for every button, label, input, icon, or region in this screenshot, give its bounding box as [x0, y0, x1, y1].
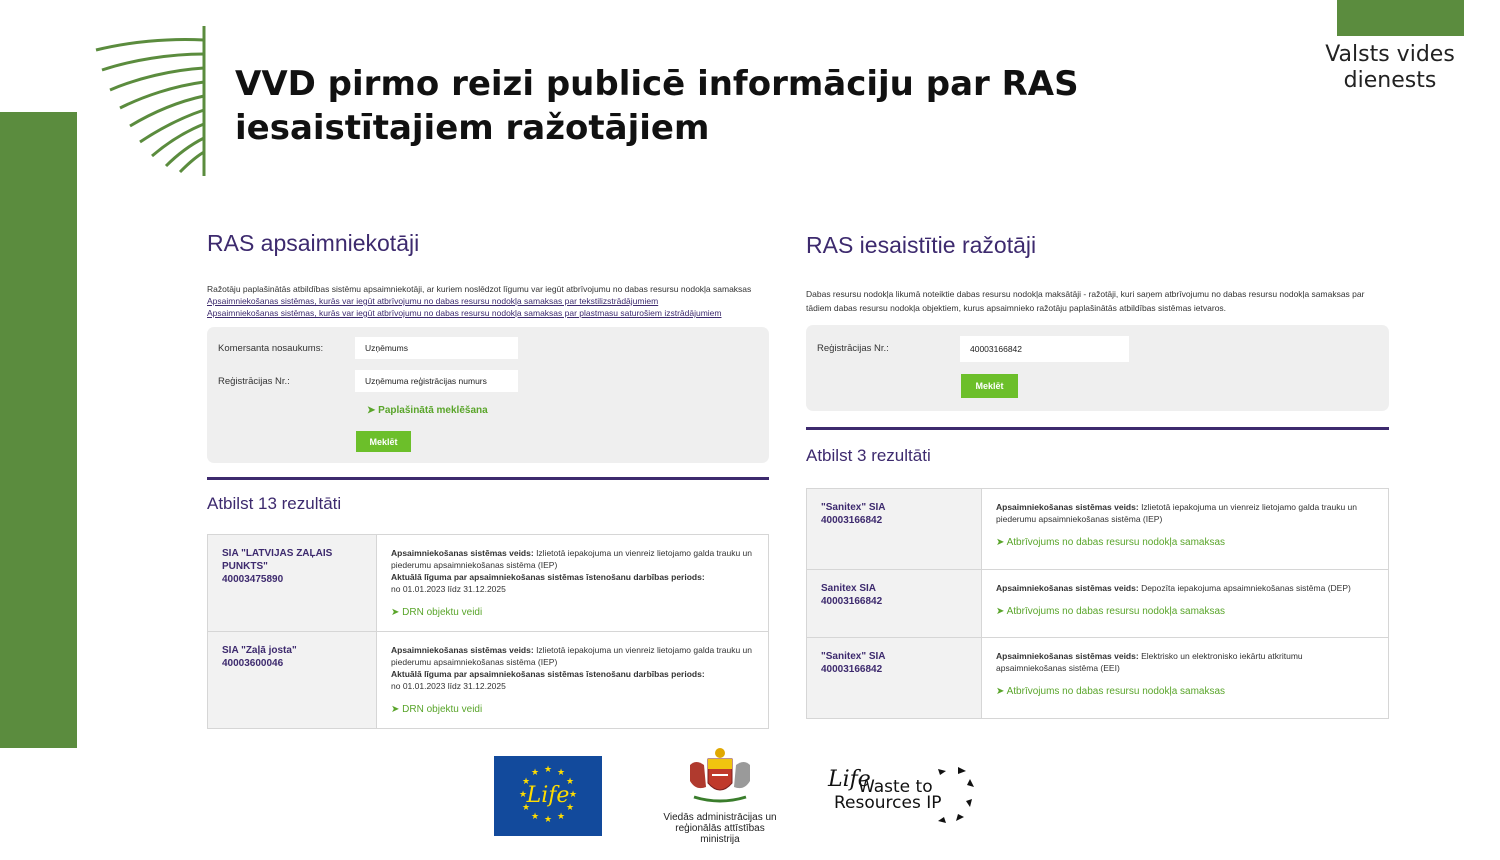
table-row — [807, 638, 1389, 719]
panel-intro: Ražotāju paplašinātās atbildības sistēmu apsaimniekotāji, ar kuriem noslēdzot līgumu var iegūt atbrīvojumu no dabas resursu nodokļa samaksas — [207, 284, 752, 294]
company-name: "Sanitex" SIA — [821, 651, 886, 662]
panel-title: RAS apsaimniekotāji — [207, 230, 420, 256]
type-value: Elektrisko un elektronisko iekārtu atkritumu apsaimniekošanas sistēma (EEI) — [996, 651, 1303, 673]
coat-of-arms-icon — [680, 745, 760, 807]
panel-title: RAS iesaistītie ražotāji — [806, 232, 1037, 258]
chevron-right-icon: ➤ — [996, 686, 1007, 697]
table-row — [208, 535, 769, 632]
svg-text:★: ★ — [556, 768, 566, 778]
type-value: Depozīta iepakojuma apsaimniekošanas sistēma (DEP) — [1141, 583, 1351, 593]
svg-text:★: ★ — [543, 765, 553, 775]
type-label: Apsaimniekošanas sistēmas veids: — [391, 645, 534, 655]
period-value: no 01.01.2023 līdz 31.12.2025 — [391, 681, 506, 691]
slide-title: VVD pirmo reizi publicē informāciju par RAS iesaistītajiem ražotājiem — [235, 64, 1079, 148]
svg-text:★: ★ — [521, 777, 531, 787]
lwr-line-2: Resources IP — [834, 793, 942, 813]
company-cell — [807, 638, 982, 719]
recycle-arrows-icon — [928, 765, 978, 831]
company-name: SIA "Zaļā josta" — [222, 645, 297, 656]
type-value: Izlietotā iepakojuma un vienreiz lietojamo galda trauku un piederumu apsaimniekošanas sistēma (IEP) — [996, 502, 1357, 524]
type-label: Apsaimniekošanas sistēmas veids: — [996, 502, 1139, 512]
drn-objects-link[interactable] — [391, 704, 754, 716]
type-label: Apsaimniekošanas sistēmas veids: — [996, 651, 1139, 661]
leaf-icon — [88, 20, 210, 180]
svg-text:★: ★ — [521, 803, 531, 813]
company-name: SIA "LATVIJAS ZAĻAIS PUNKTS" — [222, 548, 333, 572]
svg-text:★: ★ — [565, 777, 575, 787]
tax-exemption-link[interactable] — [996, 537, 1374, 549]
partner-logos — [0, 745, 1500, 855]
table-row — [208, 632, 769, 729]
life-waste-to-resources-logo — [828, 765, 978, 835]
panel-intro: Dabas resursu nodokļa likumā noteiktie dabas resursu nodokļa maksātāji - ražotāji, kuri saņem atbrīvojumu no dabas resursu nodokļa samaksas par tādiem dabas resursu nodokļa objektiem, kurus apsaimnieko ražotāju paplašinātās atbildības sistēmas ietvaros. — [806, 289, 1365, 313]
advanced-search-link[interactable] — [367, 405, 488, 416]
company-cell — [807, 570, 982, 638]
table-row — [807, 570, 1389, 638]
company-cell — [208, 535, 377, 632]
company-reg: 40003600046 — [222, 658, 284, 669]
table-row — [807, 489, 1389, 570]
company-name-label: Komersanta nosaukums: — [218, 343, 324, 354]
details-cell — [377, 632, 769, 729]
lwr-life-text: Life — [828, 767, 871, 792]
company-cell — [208, 632, 377, 729]
brand-line-1: Valsts vides — [1325, 42, 1455, 67]
results-count: Atbilst 3 rezultāti — [806, 446, 931, 465]
svg-text:★: ★ — [565, 803, 575, 813]
type-label: Apsaimniekošanas sistēmas veids: — [996, 583, 1139, 593]
company-reg: 40003166842 — [821, 596, 883, 607]
chevron-right-icon: ➤ — [996, 537, 1007, 548]
company-name: "Sanitex" SIA — [821, 502, 886, 513]
results-divider — [806, 427, 1389, 430]
advanced-search-label: Paplašinātā meklēšana — [378, 405, 488, 416]
type-value: Izlietotā iepakojuma un vienreiz lietojamo galda trauku un piederumu apsaimniekošanas sistēma (IEP) — [391, 645, 752, 667]
tax-exemption-label: Atbrīvojums no dabas resursu nodokļa samaksas — [1006, 686, 1226, 697]
brand-line-2: dienests — [1343, 68, 1437, 93]
results-table — [806, 488, 1389, 719]
tax-exemption-label: Atbrīvojums no dabas resursu nodokļa samaksas — [1006, 606, 1226, 617]
company-name-input[interactable] — [355, 337, 518, 359]
ministry-line-2: reģionālās attīstības — [675, 823, 765, 834]
ministry-line-1: Viedās administrācijas un — [663, 812, 777, 823]
details-cell — [982, 489, 1389, 570]
search-form — [207, 327, 769, 463]
company-reg: 40003475890 — [222, 574, 284, 585]
eu-life-logo — [494, 756, 602, 836]
lwr-line-1: Waste to — [858, 777, 933, 797]
company-reg: 40003166842 — [821, 664, 883, 675]
details-cell — [377, 535, 769, 632]
results-table — [207, 534, 769, 729]
eu-life-text: Life — [526, 783, 570, 808]
tax-exemption-link[interactable] — [996, 686, 1374, 698]
type-value: Izlietotā iepakojuma un vienreiz lietojamo galda trauku un piederumu apsaimniekošanas sistēma (IEP) — [391, 548, 752, 570]
details-cell — [982, 570, 1389, 638]
drn-objects-label: DRN objektu veidi — [402, 704, 483, 715]
svg-text:★: ★ — [530, 768, 540, 778]
reg-number-input[interactable] — [960, 336, 1129, 362]
top-accent-bar — [1337, 0, 1464, 36]
chevron-right-icon: ➤ — [996, 606, 1007, 617]
left-accent-bar — [0, 112, 77, 748]
svg-text:★: ★ — [530, 812, 540, 822]
details-cell — [982, 638, 1389, 719]
chevron-right-icon: ➤ — [391, 704, 403, 715]
svg-text:★: ★ — [556, 812, 566, 822]
drn-objects-label: DRN objektu veidi — [402, 607, 483, 618]
tax-exemption-label: Atbrīvojums no dabas resursu nodokļa samaksas — [1006, 537, 1226, 548]
search-form — [806, 325, 1389, 411]
search-button[interactable]: Meklēt — [356, 431, 411, 452]
ministry-line-3: ministrija — [700, 834, 740, 845]
company-reg: 40003166842 — [821, 515, 883, 526]
svg-text:★: ★ — [543, 815, 553, 825]
reg-number-input[interactable] — [355, 370, 518, 392]
ras-producers-panel — [806, 232, 1389, 719]
period-label: Aktuālā līguma par apsaimniekošanas sistēmas īstenošanu darbības periods: — [391, 669, 705, 679]
chevron-right-icon: ➤ — [391, 607, 403, 618]
type-label: Apsaimniekošanas sistēmas veids: — [391, 548, 534, 558]
textile-systems-link[interactable]: Apsaimniekošanas sistēmas, kurās var iegūt atbrīvojumu no dabas resursu nodokļa samaksas par tekstilizstrādājumiem — [207, 296, 659, 306]
company-name: Sanitex SIA — [821, 583, 877, 594]
tax-exemption-link[interactable] — [996, 606, 1374, 618]
ras-operators-panel — [207, 230, 769, 729]
period-label: Aktuālā līguma par apsaimniekošanas sistēmas īstenošanu darbības periods: — [391, 572, 705, 582]
chevron-right-icon: ➤ — [367, 405, 379, 416]
plastic-systems-link[interactable]: Apsaimniekošanas sistēmas, kurās var iegūt atbrīvojumu no dabas resursu nodokļa samaksas par plastmasu saturošiem izstrādājumiem — [207, 308, 722, 318]
reg-number-label: Reģistrācijas Nr.: — [218, 376, 290, 387]
results-count: Atbilst 13 rezultāti — [207, 494, 342, 513]
drn-objects-link[interactable] — [391, 607, 754, 619]
period-value: no 01.01.2023 līdz 31.12.2025 — [391, 584, 506, 594]
ministry-logo — [640, 745, 800, 845]
results-divider — [207, 477, 769, 480]
svg-text:★: ★ — [568, 790, 578, 800]
search-button[interactable]: Meklēt — [961, 374, 1018, 398]
reg-number-label: Reģistrācijas Nr.: — [817, 343, 889, 354]
company-cell — [807, 489, 982, 570]
brand-name — [1300, 42, 1480, 94]
svg-text:★: ★ — [518, 790, 528, 800]
